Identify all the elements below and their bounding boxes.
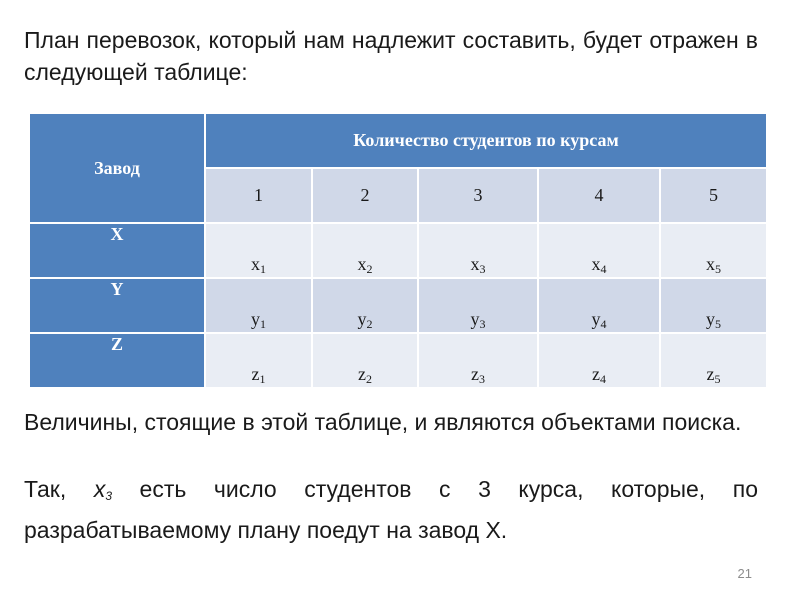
search-objects-text: Величины, стоящие в этой таблице, и являются объектами поиска. xyxy=(24,409,742,435)
students-by-course-header: Количество студентов по курсам xyxy=(205,113,767,168)
table-cell: $z_1$ xyxy=(205,333,312,388)
table-cell: $y_4$ xyxy=(538,278,660,333)
table-cell: $y_1$ xyxy=(205,278,312,333)
course-header: 3 xyxy=(418,168,538,223)
table-cell: $x_5$ xyxy=(660,223,767,278)
course-header: 2 xyxy=(312,168,418,223)
course-header: 5 xyxy=(660,168,767,223)
factory-header: Завод xyxy=(29,113,205,223)
example-variable: x xyxy=(93,476,106,502)
course-header: 1 xyxy=(205,168,312,223)
table-row xyxy=(29,278,767,333)
table-cell: $z_4$ xyxy=(538,333,660,388)
table-row xyxy=(29,333,767,388)
table-cell: $y_5$ xyxy=(660,278,767,333)
course-header: 4 xyxy=(538,168,660,223)
transport-plan-table xyxy=(28,112,768,389)
table-cell: $y_2$ xyxy=(312,278,418,333)
table-cell: $z_3$ xyxy=(418,333,538,388)
table-row xyxy=(29,223,767,278)
table-cell: $x_1$ xyxy=(205,223,312,278)
table-cell: $x_2$ xyxy=(312,223,418,278)
row-label-z: Z xyxy=(29,333,205,388)
table-cell: $z_5$ xyxy=(660,333,767,388)
table-cell: $x_3$ xyxy=(418,223,538,278)
intro-text: План перевозок, который нам надлежит составить, будет отражен в следующей таблице: xyxy=(24,27,758,85)
example-text: Так, $x_3$ есть число студентов с 3 курса, которые, по разрабатываемому плану поедут на завод X. xyxy=(24,476,758,543)
table-cell: $y_3$ xyxy=(418,278,538,333)
table-cell: $z_2$ xyxy=(312,333,418,388)
slide-number: 21 xyxy=(737,566,752,581)
table-cell: $x_4$ xyxy=(538,223,660,278)
row-label-x: X xyxy=(29,223,205,278)
row-label-y: Y xyxy=(29,278,205,333)
